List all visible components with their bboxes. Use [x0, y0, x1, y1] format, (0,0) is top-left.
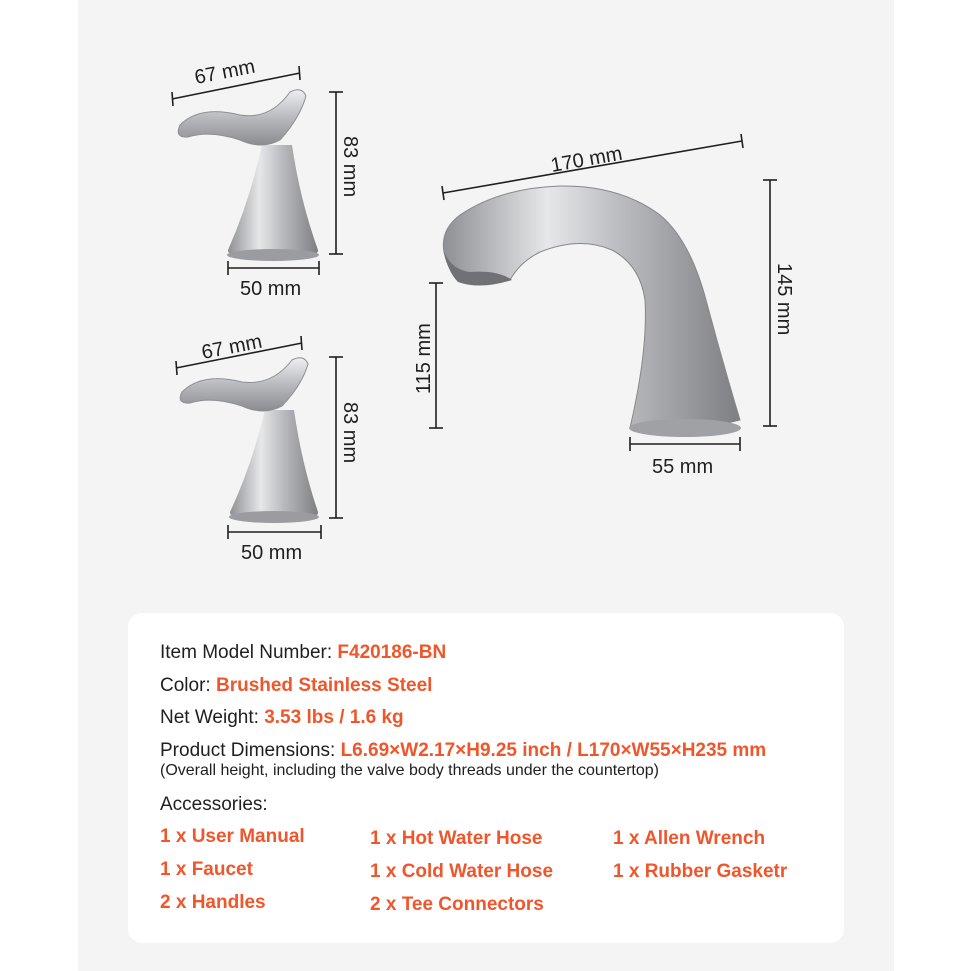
accessory-item: 2 x Handles: [160, 892, 266, 913]
dim-handle-bottom-width: 67 mm: [199, 330, 264, 364]
spec-weight: [160, 707, 404, 729]
accessories-heading: Accessories:: [160, 794, 268, 815]
dim-handle-top-height: 83 mm: [339, 136, 361, 198]
accessory-item: 1 x Faucet: [160, 859, 253, 880]
accessory-item: 1 x User Manual: [160, 826, 305, 847]
accessory-item: 2 x Tee Connectors: [370, 894, 544, 915]
dim-handle-top-width: 67 mm: [192, 55, 257, 89]
spec-model-value: F420186-BN: [337, 642, 447, 663]
spec-dimensions-note: (Overall height, including the valve body threads under the countertop): [160, 762, 659, 779]
faucet-spout: [443, 186, 741, 437]
spec-weight-label: Net Weight:: [160, 707, 259, 728]
spec-dimensions: [160, 740, 766, 762]
accessory-item: 1 x Cold Water Hose: [370, 861, 554, 882]
dim-handle-bottom-height: 83 mm: [339, 402, 361, 464]
handle-top: [178, 90, 319, 261]
spec-color: [160, 675, 432, 697]
handle-bottom: [180, 358, 319, 523]
spec-dimensions-label: Product Dimensions:: [160, 740, 336, 761]
spec-model-label: Item Model Number:: [160, 642, 333, 663]
spec-model: [160, 642, 446, 664]
spec-color-label: Color:: [160, 675, 211, 696]
spec-color-value: Brushed Stainless Steel: [215, 675, 433, 696]
dim-handle-bottom-base: 50 mm: [241, 542, 303, 564]
spec-weight-value: 3.53 lbs / 1.6 kg: [264, 707, 404, 728]
dim-spout-reach-height: 115 mm: [413, 323, 435, 394]
dim-spout-base: 55 mm: [652, 456, 714, 478]
dim-spout-height: 145 mm: [773, 263, 795, 336]
accessory-item: 1 x Allen Wrench: [613, 828, 766, 849]
dim-handle-top-base: 50 mm: [240, 278, 302, 300]
dim-spout-length: 170 mm: [549, 142, 625, 177]
spec-dimensions-value: L6.69×W2.17×H9.25 inch / L170×W55×H235 mm: [340, 740, 767, 761]
accessory-item: 1 x Rubber Gasketr: [613, 861, 788, 882]
accessory-item: 1 x Hot Water Hose: [370, 828, 543, 849]
